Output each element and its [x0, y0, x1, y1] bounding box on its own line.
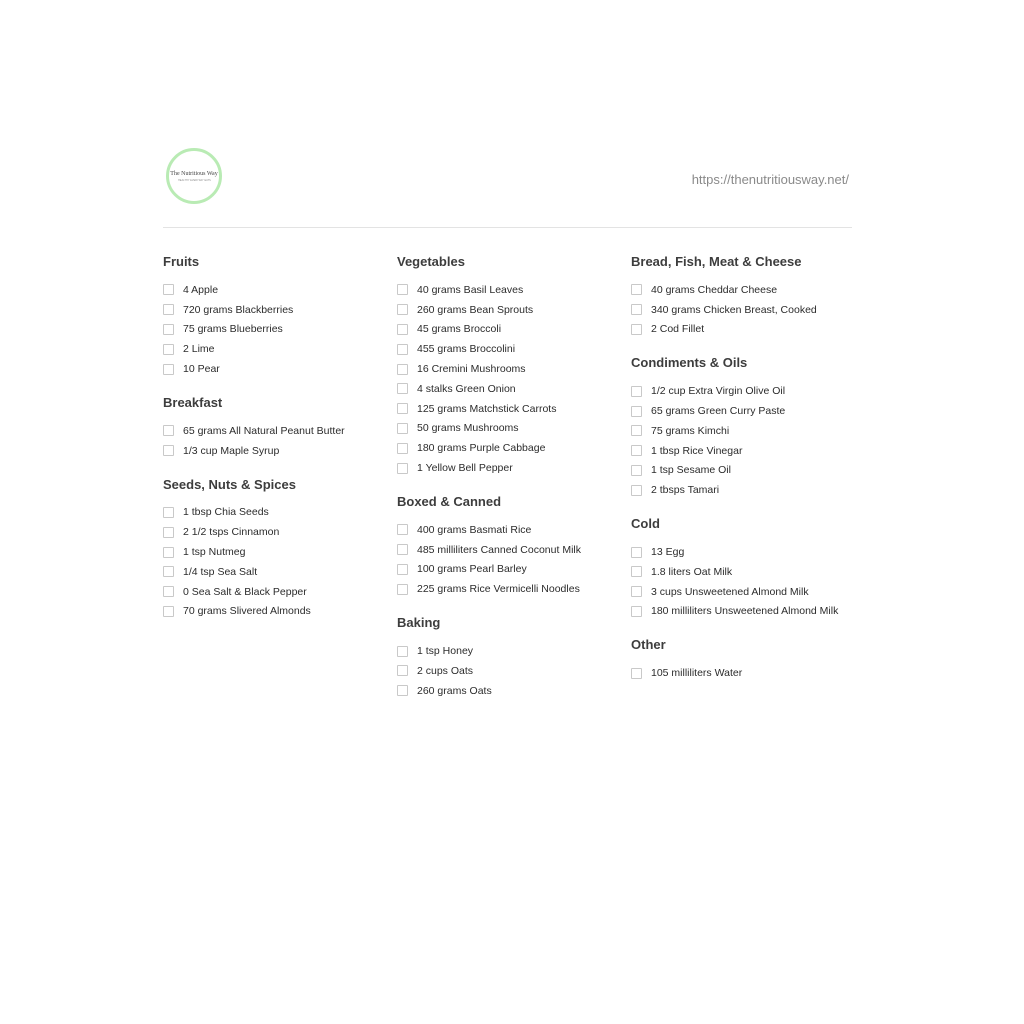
item-checkbox[interactable] — [397, 584, 408, 595]
item-checkbox[interactable] — [397, 524, 408, 535]
list-item — [631, 421, 861, 441]
list-item — [397, 520, 627, 540]
item-label: 455 grams Broccolini — [417, 343, 516, 356]
item-label: 2 tbsps Tamari — [651, 484, 720, 497]
list-item — [631, 320, 861, 340]
item-label: 16 Cremini Mushrooms — [417, 363, 526, 376]
list-item — [631, 562, 861, 582]
item-checkbox[interactable] — [163, 507, 174, 518]
item-checkbox[interactable] — [631, 406, 642, 417]
list-item — [397, 379, 627, 399]
category-section — [163, 476, 393, 622]
item-label: 125 grams Matchstick Carrots — [417, 402, 557, 415]
item-label: 1 tsp Nutmeg — [183, 546, 246, 559]
list-item — [631, 663, 861, 683]
page-header — [163, 147, 852, 227]
item-checkbox[interactable] — [631, 465, 642, 476]
column-1 — [163, 253, 393, 636]
item-checkbox[interactable] — [397, 423, 408, 434]
item-checkbox[interactable] — [163, 344, 174, 355]
item-label: 70 grams Slivered Almonds — [183, 605, 311, 618]
list-item — [397, 641, 627, 661]
column-3 — [631, 253, 861, 698]
list-item — [397, 579, 627, 599]
item-label: 2 1/2 tsps Cinnamon — [183, 526, 280, 539]
item-checkbox[interactable] — [163, 566, 174, 577]
item-label: 65 grams All Natural Peanut Butter — [183, 424, 345, 437]
item-label: 4 Apple — [183, 283, 219, 296]
item-checkbox[interactable] — [631, 606, 642, 617]
list-item — [163, 562, 393, 582]
item-label: 105 milliliters Water — [651, 667, 743, 680]
item-label: 1 Yellow Bell Pepper — [417, 462, 513, 475]
item-label: 3 cups Unsweetened Almond Milk — [651, 585, 809, 598]
category-section — [163, 394, 393, 461]
category-title: Fruits — [163, 254, 200, 269]
brand-logo — [166, 148, 222, 204]
item-checkbox[interactable] — [163, 425, 174, 436]
list-item — [163, 542, 393, 562]
item-checkbox[interactable] — [163, 445, 174, 456]
category-title: Breakfast — [163, 394, 223, 410]
item-label: 1/4 tsp Sea Salt — [183, 565, 258, 578]
item-label: 75 grams Kimchi — [651, 424, 730, 437]
item-label: 400 grams Basmati Rice — [417, 523, 532, 536]
category-section — [631, 354, 861, 500]
logo-subtext: HEALTHY EVERYDAY EATS — [177, 177, 211, 182]
item-checkbox[interactable] — [397, 304, 408, 315]
list-item — [631, 602, 861, 622]
item-label: 180 milliliters Unsweetened Almond Milk — [651, 605, 839, 618]
item-checkbox[interactable] — [631, 547, 642, 558]
list-item — [163, 320, 393, 340]
list-item — [631, 280, 861, 300]
list-item — [163, 503, 393, 523]
category-title: Condiments & Oils — [631, 355, 748, 371]
item-checkbox[interactable] — [397, 646, 408, 657]
item-label: 40 grams Cheddar Cheese — [651, 283, 778, 296]
list-item — [397, 540, 627, 560]
item-label: 50 grams Mushrooms — [417, 422, 519, 435]
item-checkbox[interactable] — [397, 443, 408, 454]
list-item — [397, 320, 627, 340]
category-section — [397, 614, 627, 700]
list-item — [397, 661, 627, 681]
list-item — [397, 458, 627, 478]
item-checkbox[interactable] — [631, 445, 642, 456]
category-title: Cold — [631, 516, 660, 532]
item-checkbox[interactable] — [397, 685, 408, 696]
column-2 — [397, 253, 627, 716]
list-item — [631, 381, 861, 401]
list-item — [631, 300, 861, 320]
list-item — [631, 401, 861, 421]
item-label: 45 grams Broccoli — [417, 323, 502, 336]
category-section — [631, 636, 861, 683]
item-checkbox[interactable] — [397, 284, 408, 295]
item-checkbox[interactable] — [163, 586, 174, 597]
item-label: 1/3 cup Maple Syrup — [183, 444, 280, 457]
category-title: Baking — [397, 615, 441, 631]
item-checkbox[interactable] — [631, 386, 642, 397]
list-item — [163, 421, 393, 441]
list-item — [163, 582, 393, 602]
item-label: 1/2 cup Extra Virgin Olive Oil — [651, 385, 786, 398]
category-section — [397, 253, 627, 478]
item-label: 1 tbsp Chia Seeds — [183, 506, 269, 519]
item-checkbox[interactable] — [397, 364, 408, 375]
item-label: 2 cups Oats — [417, 664, 474, 677]
item-label: 2 Cod Fillet — [651, 323, 705, 336]
list-item — [397, 560, 627, 580]
item-label: 1 tbsp Rice Vinegar — [651, 444, 743, 457]
list-item — [397, 681, 627, 701]
list-item — [397, 359, 627, 379]
logo-text: The Nutritious Way — [170, 170, 218, 177]
list-item — [397, 280, 627, 300]
item-checkbox[interactable] — [631, 304, 642, 315]
item-checkbox[interactable] — [397, 564, 408, 575]
item-checkbox[interactable] — [397, 383, 408, 394]
category-section — [631, 253, 861, 339]
item-checkbox[interactable] — [397, 344, 408, 355]
item-label: 2 Lime — [183, 343, 215, 356]
item-label: 75 grams Blueberries — [183, 323, 283, 336]
item-checkbox[interactable] — [163, 304, 174, 315]
item-label: 65 grams Green Curry Paste — [651, 405, 786, 418]
header-divider — [163, 227, 852, 228]
category-section — [397, 493, 627, 599]
item-checkbox[interactable] — [631, 668, 642, 679]
list-item — [397, 339, 627, 359]
item-checkbox[interactable] — [397, 463, 408, 474]
item-checkbox[interactable] — [397, 403, 408, 414]
grocery-list-page — [163, 147, 852, 697]
item-checkbox[interactable] — [163, 324, 174, 335]
list-item — [631, 480, 861, 500]
item-checkbox[interactable] — [631, 586, 642, 597]
item-label: 1.8 liters Oat Milk — [651, 565, 733, 578]
category-title: Vegetables — [397, 254, 465, 269]
item-label: 225 grams Rice Vermicelli Noodles — [417, 583, 580, 596]
item-checkbox[interactable] — [631, 485, 642, 496]
item-label: 720 grams Blackberries — [183, 303, 294, 316]
item-checkbox[interactable] — [163, 547, 174, 558]
list-item — [163, 280, 393, 300]
list-item — [631, 441, 861, 461]
list-item — [631, 542, 861, 562]
category-title: Bread, Fish, Meat & Cheese — [631, 254, 802, 269]
item-checkbox[interactable] — [163, 606, 174, 617]
list-item — [163, 602, 393, 622]
item-label: 260 grams Bean Sprouts — [417, 303, 534, 316]
item-checkbox[interactable] — [397, 544, 408, 555]
item-checkbox[interactable] — [397, 665, 408, 676]
list-item — [163, 441, 393, 461]
item-label: 100 grams Pearl Barley — [417, 563, 527, 576]
item-checkbox[interactable] — [631, 425, 642, 436]
item-label: 180 grams Purple Cabbage — [417, 442, 546, 455]
item-checkbox[interactable] — [163, 284, 174, 295]
item-label: 1 tsp Honey — [417, 645, 474, 658]
category-title: Boxed & Canned — [397, 493, 502, 509]
item-checkbox[interactable] — [163, 527, 174, 538]
category-title: Seeds, Nuts & Spices — [163, 476, 296, 492]
item-label: 40 grams Basil Leaves — [417, 283, 524, 296]
item-checkbox[interactable] — [631, 284, 642, 295]
list-item — [163, 339, 393, 359]
list-item — [163, 522, 393, 542]
site-url[interactable]: https://thenutritiousway.net/ — [691, 172, 849, 187]
item-label: 13 Egg — [651, 546, 685, 559]
item-checkbox[interactable] — [163, 364, 174, 375]
item-label: 1 tsp Sesame Oil — [651, 464, 731, 477]
list-item — [397, 438, 627, 458]
item-checkbox[interactable] — [397, 324, 408, 335]
item-label: 340 grams Chicken Breast, Cooked — [651, 303, 817, 316]
list-item — [163, 300, 393, 320]
category-title: Other — [631, 637, 666, 653]
category-section — [163, 253, 393, 379]
item-label: 10 Pear — [183, 363, 220, 376]
item-label: 260 grams Oats — [417, 684, 492, 697]
item-label: 4 stalks Green Onion — [417, 382, 516, 395]
list-item — [631, 582, 861, 602]
item-label: 0 Sea Salt & Black Pepper — [183, 585, 307, 598]
item-label: 485 milliliters Canned Coconut Milk — [417, 543, 581, 556]
item-checkbox[interactable] — [631, 324, 642, 335]
list-item — [163, 359, 393, 379]
list-item — [631, 461, 861, 481]
list-item — [397, 399, 627, 419]
item-checkbox[interactable] — [631, 566, 642, 577]
category-section — [631, 515, 861, 621]
list-item — [397, 419, 627, 439]
list-item — [397, 300, 627, 320]
